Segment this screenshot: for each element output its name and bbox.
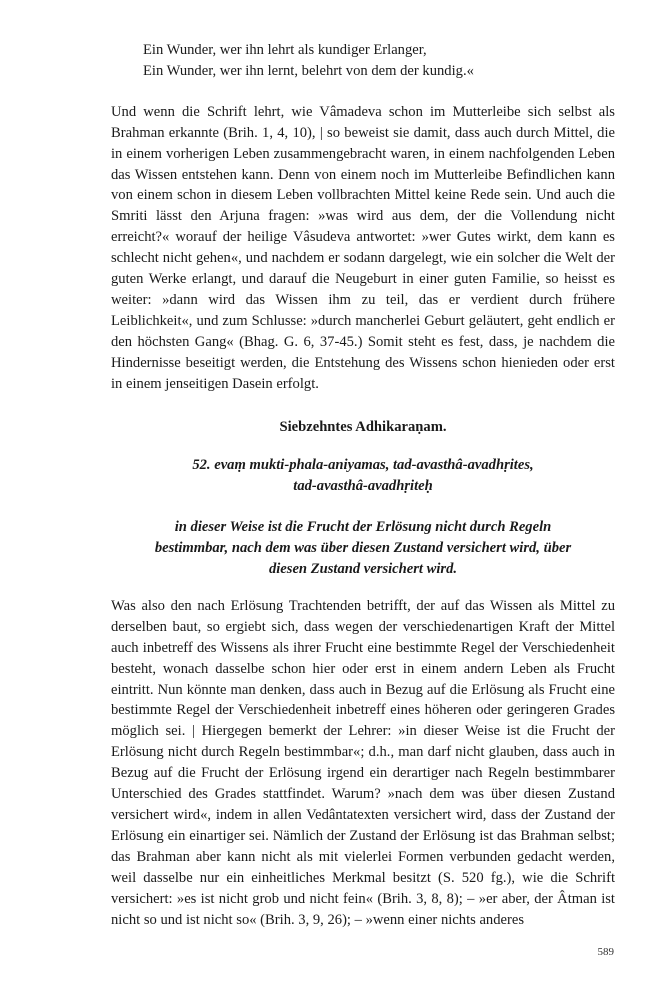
verse-line: Ein Wunder, wer ihn lernt, belehrt von dem der kundig.« [143,62,474,79]
page-body [111,40,615,930]
verse-quote [111,40,615,82]
page-number: 589 [597,946,614,958]
sutra-line: tad-avasthâ-avadhṛiteḥ [293,478,433,495]
paragraph: Was also den nach Erlösung Trachtenden betrifft, der auf das Wissen als Mittel zu derselben baut, so ergiebt sich, dass wegen der verschiedenartigen Kraft der Mittel auch inbetreff des Wissens als ihrer Frucht eine bestimmte Regel der Verschiedenheit besteht, wonach dasselbe schon hier oder erst in einem andern Leben als Frucht eintritt. Nun könnte man denken, dass auch in Bezug auf die Erlösung als Frucht eine bestimmte Regel der Verschiedenheit inbetreff eines höheren oder geringeren Grades möglich sei. | Hiergegen bemerkt der Lehrer: »in dieser Weise ist die Frucht der Erlösung nicht durch Regeln bestimmbar«; d.h., man darf nicht glauben, dass auch in Bezug auf die Frucht der Erlösung irgend ein derartiger nach Regeln bestimmbarer Unterschied des Grades stattfindet. Warum? »nach dem was über diesen Zustand versichert wird«, indem in allen Vedântatexten versichert wird, dass der Zustand der Erlösung ein einartiger sei. Nämlich der Zustand der Erlösung ist das Brahman selbst; das Brahman aber kann nicht als mit vielerlei Formen verbunden gedacht werden, weil dasselbe nur ein einheitliches Merkmal besitzt (S. 520 fg.), wie die Schrift versichert: »es ist nicht grob und nicht fein« (Brih. 3, 8, 8); – »er aber, der Âtman ist nicht so und ist nicht so« (Brih. 3, 9, 26); – »wenn einer nichts anderes [111,597,615,928]
translation-line: bestimmbar, nach dem was über diesen Zustand versichert wird, über [154,540,572,557]
sutra-line: 52. evaṃ mukti-phala-aniyamas, tad-avasthâ-avadhṛites, [192,457,534,474]
translation-line: in dieser Weise ist die Frucht der Erlösung nicht durch Regeln [174,519,552,536]
section-heading: Siebzehntes Adhikaraṇam. [279,418,447,435]
paragraph: Und wenn die Schrift lehrt, wie Vâmadeva schon im Mutterleibe sich selbst als Brahman erkannte (Brih. 1, 4, 10), | so beweist sie damit, dass auch durch Mittel, die in einem vorherigen Leben zusammengebracht waren, in einem nachfolgenden Leben das Wissen entstehen kann. Denn von einem noch im Mutterleibe Befindlichen kann von einem schon in diesem Leben vollbrachten Mittel keine Rede sein. Und auch die Smriti lässt den Arjuna fragen: »was wird aus dem, der die Vollendung nicht erreicht?« worauf der heilige Vâsudeva antwortet: »wer Gutes wirkt, dem kann es schlecht nicht gehen«, und nachdem er sodann dargelegt, wie ein solcher die Welt der guten Werke erlangt, und darauf die Neugeburt in einer guten Familie, so heisst es weiter: »dann wird das Wissen ihm zu teil, das er verdient durch frühere Leiblichkeit«, und zum Schlusse: »durch mancherlei Geburt geläutert, geht endlich er den höchsten Gang« (Bhag. G. 6, 37-45.) Somit steht es fest, dass, je nachdem die Hindernisse beseitigt werden, die Entstehung des Wissens schon hienieden oder erst in einem jenseitigen Dasein erfolgt. [111,103,615,392]
verse-line: Ein Wunder, wer ihn lehrt als kundiger Erlanger, [143,42,427,58]
sutra-translation [111,517,615,580]
translation-line: diesen Zustand versichert wird. [268,561,458,578]
sutra [111,455,615,497]
